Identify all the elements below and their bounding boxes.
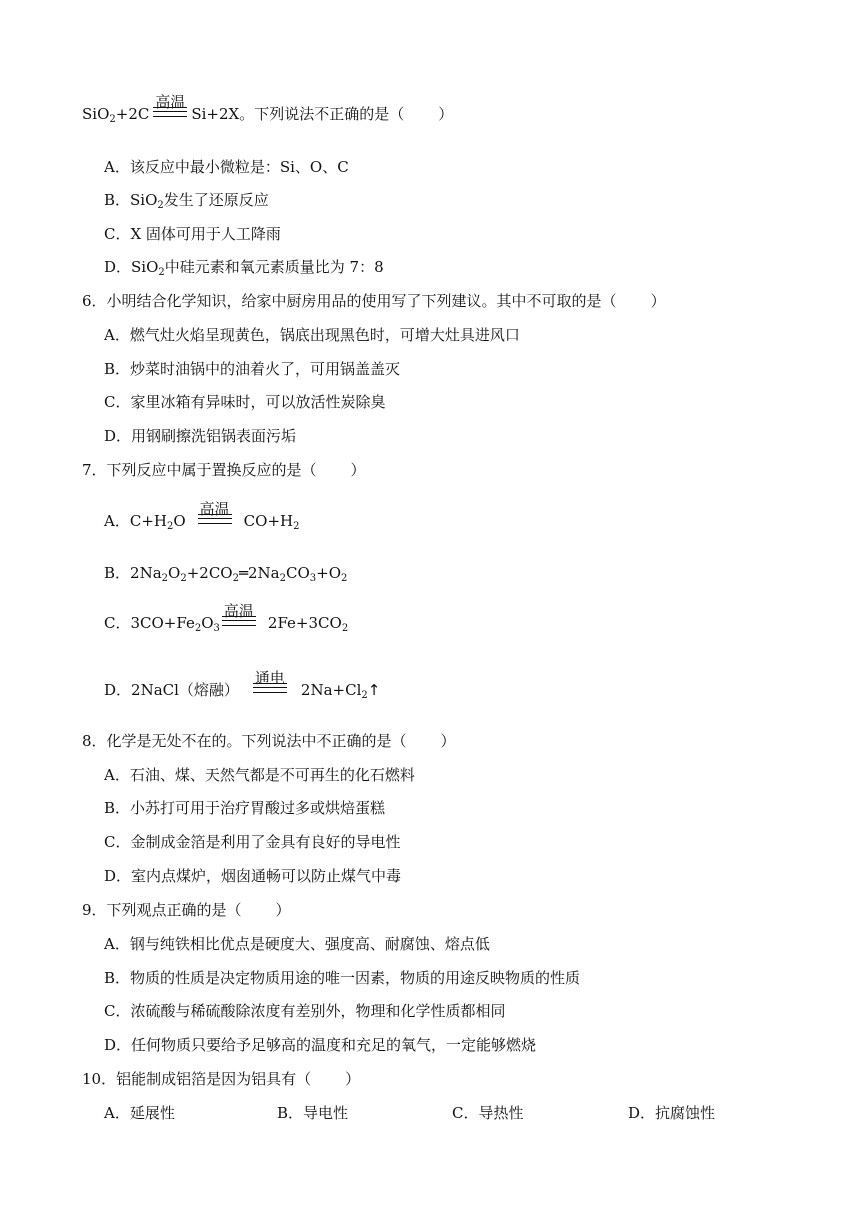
q9-option-d xyxy=(104,1035,536,1055)
subscript: 3 xyxy=(213,623,220,634)
subscript: 2 xyxy=(232,573,239,584)
q7-stem xyxy=(82,460,366,480)
q10-option-d xyxy=(628,1103,715,1123)
subscript: 2 xyxy=(161,573,169,584)
condition-label: 高温 xyxy=(199,500,230,518)
q7-option-c xyxy=(104,602,349,634)
formula-text: C+H xyxy=(129,512,167,530)
subscript: 3 xyxy=(309,573,317,584)
option-text: 用钢刷擦洗铝锅表面污垢 xyxy=(131,427,297,445)
subscript: 2 xyxy=(157,200,164,211)
formula-text: O xyxy=(173,512,186,530)
option-letter: C． xyxy=(104,225,131,243)
q6-stem xyxy=(82,291,666,311)
option-text: 任何物质只要给予足够高的温度和充足的氧气，一定能够燃烧 xyxy=(131,1036,537,1054)
option-text: 钢与纯铁相比优点是硬度大、强度高、耐腐蚀、熔点低 xyxy=(129,935,490,953)
answer-paren: ） xyxy=(440,732,456,750)
option-letter: C． xyxy=(104,833,131,851)
equals-sign xyxy=(198,514,232,524)
formula-text: SiO xyxy=(131,258,159,276)
formula-text: SiO xyxy=(130,191,158,209)
formula-text: 2Fe+3CO xyxy=(267,614,342,632)
option-letter: A． xyxy=(104,512,130,530)
option-letter: A． xyxy=(104,935,130,953)
formula-text: 2Na xyxy=(130,564,162,582)
q7-option-b xyxy=(104,563,347,583)
option-text: 燃气灶火焰呈现黄色，锅底出现黑色时，可增大灶具进风口 xyxy=(129,326,520,344)
subscript: 2 xyxy=(166,521,174,532)
q10-option-b xyxy=(277,1103,348,1123)
answer-paren: ） xyxy=(650,292,666,310)
q9-option-b xyxy=(104,968,580,988)
option-text: 金制成金箔是利用了金具有良好的导电性 xyxy=(130,833,401,851)
formula-text: 2Na+Cl xyxy=(300,681,362,699)
equals-sign xyxy=(153,107,187,117)
q8-option-b xyxy=(104,798,385,818)
formula-text: 2NaCl（熔融） xyxy=(131,681,239,699)
condition-label: 通电 xyxy=(254,669,285,687)
option-text: 延展性 xyxy=(129,1104,175,1122)
option-letter: A． xyxy=(104,158,130,176)
q6-option-c xyxy=(104,392,386,412)
equals-sign xyxy=(222,616,256,626)
option-text: 小苏打可用于治疗胃酸过多或烘焙蛋糕 xyxy=(130,799,386,817)
gas-arrow-icon: ↑ xyxy=(367,681,381,699)
condition-label: 高温 xyxy=(223,602,254,620)
option-letter: D． xyxy=(628,1104,656,1122)
option-letter: B． xyxy=(104,360,131,378)
option-text: X 固体可用于人工降雨 xyxy=(130,225,281,243)
q10-stem xyxy=(82,1069,360,1089)
formula-text: +O xyxy=(316,564,342,582)
q6-option-b xyxy=(104,359,400,379)
option-text: 物质的性质是决定物质用途的唯一因素，物质的用途反映物质的性质 xyxy=(130,969,581,987)
reaction-condition xyxy=(253,669,287,700)
q10-option-a xyxy=(104,1103,175,1123)
reaction-condition xyxy=(198,500,232,531)
q9-option-c xyxy=(104,1001,506,1021)
option-letter: B． xyxy=(104,564,131,582)
option-letter: C． xyxy=(104,393,131,411)
option-letter: D． xyxy=(104,1036,132,1054)
answer-paren: ） xyxy=(438,105,454,123)
q8-option-d xyxy=(104,866,401,886)
equals-sign xyxy=(253,683,287,693)
subscript: 2 xyxy=(279,573,287,584)
question-text: 。下列说法不正确的是（ xyxy=(239,105,405,123)
q7-option-d xyxy=(104,669,381,701)
q7-option-a xyxy=(104,500,300,532)
q5-option-d xyxy=(104,257,384,277)
q6-option-d xyxy=(104,426,296,446)
option-text: 石油、煤、天然气都是不可再生的化石燃料 xyxy=(129,766,415,784)
q8-option-c xyxy=(104,832,401,852)
option-letter: B． xyxy=(104,799,131,817)
answer-paren: ） xyxy=(350,461,366,479)
q8-option-a xyxy=(104,765,415,785)
option-letter: D． xyxy=(104,258,132,276)
option-letter: A． xyxy=(104,326,130,344)
formula-text: 3CO+Fe xyxy=(130,614,195,632)
formula-text: CO xyxy=(286,564,310,582)
subscript: 2 xyxy=(194,623,202,634)
option-text: 室内点煤炉，烟囱通畅可以防止煤气中毒 xyxy=(131,867,402,885)
q5-option-a xyxy=(104,157,349,177)
subscript: 2 xyxy=(158,267,165,278)
q8-stem xyxy=(82,731,456,751)
option-text: 浓硫酸与稀硫酸除浓度有差别外，物理和化学性质都相同 xyxy=(130,1002,506,1020)
reaction-condition xyxy=(222,602,256,633)
option-letter: A． xyxy=(104,1104,130,1122)
option-text: 炒菜时油锅中的油着火了，可用锅盖盖灭 xyxy=(130,360,401,378)
formula-text: ═2Na xyxy=(238,564,280,582)
q10-option-c xyxy=(452,1103,524,1123)
option-letter: B． xyxy=(104,191,131,209)
option-letter: D． xyxy=(104,427,132,445)
option-letter: B． xyxy=(104,969,131,987)
formula-text: CO+H xyxy=(243,512,294,530)
option-letter: A． xyxy=(104,766,130,784)
question-text: 8．化学是无处不在的。下列说法中不正确的是（ xyxy=(82,732,407,750)
subscript: 2 xyxy=(361,690,368,701)
option-text: 该反应中最小微粒是：Si、O、C xyxy=(129,158,349,176)
option-text: 家里冰箱有异味时，可以放活性炭除臭 xyxy=(130,393,386,411)
formula-text: Si+2X xyxy=(191,105,240,123)
q5-option-b xyxy=(104,190,269,210)
reaction-condition xyxy=(153,93,187,124)
option-letter: C． xyxy=(104,614,131,632)
answer-paren: ） xyxy=(345,1070,361,1088)
option-text: 抗腐蚀性 xyxy=(655,1104,716,1122)
question-text: 7．下列反应中属于置换反应的是（ xyxy=(82,461,317,479)
answer-paren: ） xyxy=(275,901,291,919)
question-text: 6．小明结合化学知识，给家中厨房用品的使用写了下列建议。其中不可取的是（ xyxy=(82,292,617,310)
option-letter: D． xyxy=(104,867,132,885)
formula-text: O xyxy=(201,614,214,632)
option-text: 发生了还原反应 xyxy=(163,191,269,209)
q5-stem xyxy=(82,93,454,125)
formula-text: +2C xyxy=(115,105,150,123)
option-text: 中硅元素和氧元素质量比为 7：8 xyxy=(164,258,384,276)
option-letter: B． xyxy=(277,1104,304,1122)
q5-option-c xyxy=(104,224,281,244)
formula-text: O xyxy=(168,564,181,582)
formula-text: SiO xyxy=(82,105,110,123)
option-letter: C． xyxy=(452,1104,479,1122)
formula-text: +2CO xyxy=(186,564,233,582)
q9-stem xyxy=(82,900,291,920)
subscript: 2 xyxy=(341,623,349,634)
question-text: 9．下列观点正确的是（ xyxy=(82,901,242,919)
subscript: 2 xyxy=(180,573,187,584)
subscript: 2 xyxy=(109,114,116,125)
question-text: 10．铝能制成铝箔是因为铝具有（ xyxy=(82,1070,312,1088)
q6-option-a xyxy=(104,325,520,345)
q9-option-a xyxy=(104,934,490,954)
option-text: 导电性 xyxy=(303,1104,349,1122)
option-letter: C． xyxy=(104,1002,131,1020)
condition-label: 高温 xyxy=(155,93,186,111)
subscript: 2 xyxy=(293,521,300,532)
option-text: 导热性 xyxy=(478,1104,524,1122)
option-letter: D． xyxy=(104,681,132,699)
subscript: 2 xyxy=(341,573,348,584)
